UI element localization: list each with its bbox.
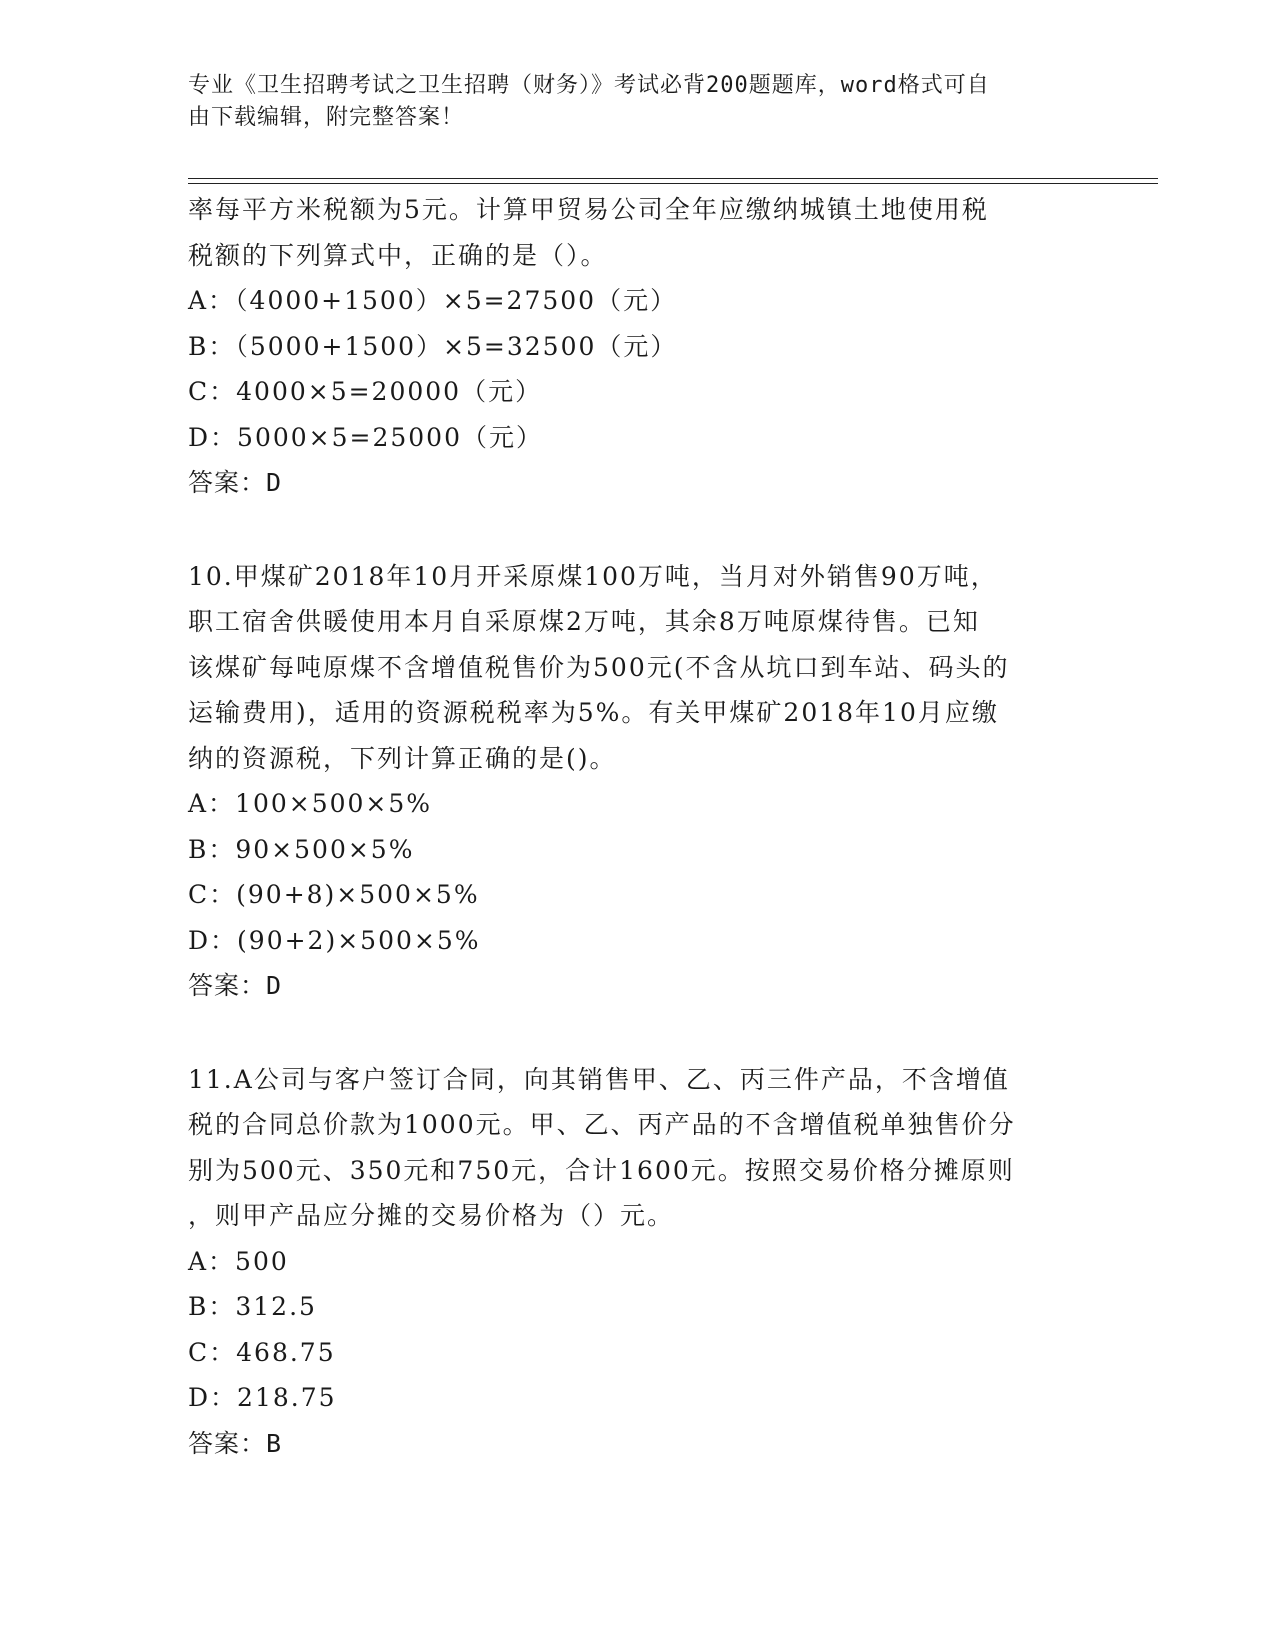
answer-line: 答案：D [188,468,283,497]
option-b: B：（5000+1500）×5=32500（元） [188,331,678,361]
header-line-1: 专业《卫生招聘考试之卫生招聘（财务）》考试必背200题题库，word格式可自 [188,73,990,98]
question-stem-line: 10.甲煤矿2018年10月开采原煤100万吨，当月对外销售90万吨， [188,561,998,591]
answer-line: 答案：D [188,971,283,1000]
question-9 [188,187,1088,506]
option-b: B：312.5 [188,1292,317,1321]
question-spacer [188,1009,1088,1057]
option-c: C：4000×5=20000（元） [188,377,543,406]
question-stem-line: 税的合同总价款为1000元。甲、乙、丙产品的不含增值税单独售价分 [188,1110,1016,1139]
question-stem-line: 纳的资源税，下列计算正确的是()。 [188,743,617,773]
question-11 [188,1057,1088,1467]
option-a: A：（4000+1500）×5=27500（元） [188,286,678,315]
header-divider-top [188,178,1158,179]
option-b: B：90×500×5% [188,834,415,864]
option-a: A：100×500×5% [188,789,433,818]
question-10 [188,554,1088,1009]
question-spacer [188,506,1088,554]
option-d: D：5000×5=25000（元） [188,422,543,452]
question-stem-line: 职工宿舍供暖使用本月自采原煤2万吨，其余8万吨原煤待售。已知 [188,607,980,636]
question-stem-line: 别为500元、350元和750元，合计1600元。按照交易价格分摊原则 [188,1155,1015,1185]
question-stem-line: 该煤矿每吨原煤不含增值税售价为500元(不含从坑口到车站、码头的 [188,652,1010,682]
document-header [188,70,1088,134]
question-stem-line: ，则甲产品应分摊的交易价格为（）元。 [188,1201,675,1230]
option-c: C：468.75 [188,1337,336,1367]
question-stem-line: 税额的下列算式中，正确的是（）。 [188,240,608,270]
option-d: D：(90+2)×500×5% [188,925,481,955]
answer-line: 答案：B [188,1428,283,1458]
header-divider-bottom [188,183,1158,184]
option-a: A：500 [188,1246,289,1276]
question-stem-line: 11.A公司与客户签订合同，向其销售甲、乙、丙三件产品，不含增值 [188,1064,1010,1094]
questions-body [188,187,1088,1466]
option-d: D：218.75 [188,1383,337,1412]
question-stem-line: 率每平方米税额为5元。计算甲贸易公司全年应缴纳城镇土地使用税 [188,195,989,224]
header-line-2: 由下载编辑，附完整答案！ [188,105,465,130]
question-stem-line: 运输费用)，适用的资源税税率为5%。有关甲煤矿2018年10月应缴 [188,698,999,727]
option-c: C：(90+8)×500×5% [188,880,480,909]
